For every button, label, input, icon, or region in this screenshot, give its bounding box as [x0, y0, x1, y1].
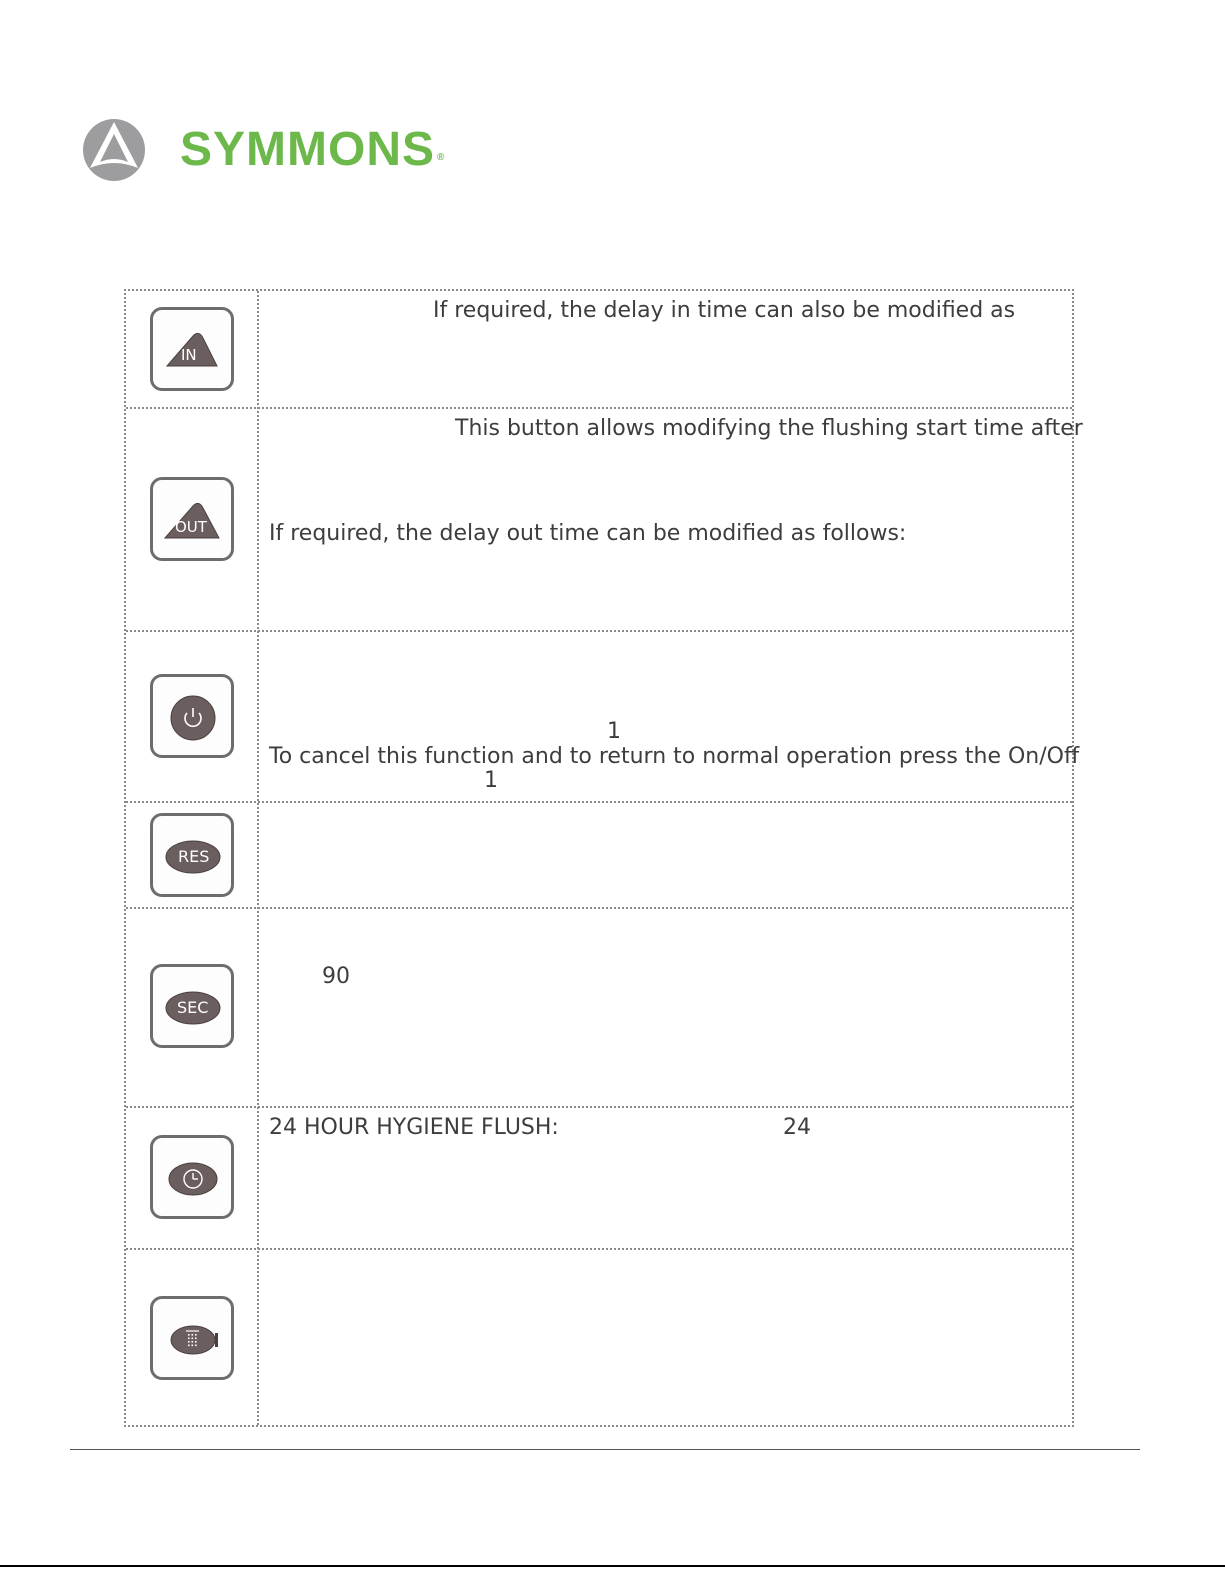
out-button-label: OUT: [175, 518, 207, 536]
clock-button[interactable]: [150, 1135, 234, 1219]
table-row-keypad: [126, 1248, 1072, 1425]
table-row-out: [126, 407, 1083, 630]
in-button[interactable]: [150, 307, 234, 391]
footer-divider: [70, 1449, 1140, 1450]
brand-name: SYMMONS: [180, 123, 436, 176]
table-row-res: [126, 801, 1072, 907]
power-button[interactable]: [150, 674, 234, 758]
row-out-text-2: If required, the delay out time can be modified as follows:: [269, 521, 907, 546]
row-clock-text-1: 24 HOUR HYGIENE FLUSH:: [269, 1115, 559, 1140]
button-reference-table: [124, 289, 1083, 1427]
keypad-button[interactable]: [150, 1296, 234, 1380]
row-sec-text-1: 90: [322, 964, 350, 989]
keypad-button-icon: [153, 1299, 231, 1377]
table-row-power: [126, 630, 1080, 801]
power-button-icon: [153, 677, 231, 755]
res-button-label: RES: [178, 847, 210, 866]
table-row-clock: [126, 1106, 1072, 1248]
symmons-logo-icon: [82, 118, 146, 182]
brand-wordmark: [180, 122, 445, 178]
row-power-text-3: 1: [484, 768, 498, 793]
sec-button[interactable]: [150, 964, 234, 1048]
page-bottom-border: [0, 1565, 1225, 1567]
registered-mark: ®: [437, 152, 446, 163]
row-in-text-1: If required, the delay in time can also be modified as: [433, 298, 1016, 323]
out-button[interactable]: [150, 477, 234, 561]
row-power-text-2: To cancel this function and to return to normal operation press the On/Off: [269, 744, 1080, 769]
res-button[interactable]: [150, 813, 234, 897]
row-power-text-1: 1: [607, 719, 621, 744]
sec-button-label: SEC: [177, 998, 209, 1017]
table-row-in: [126, 291, 1072, 407]
row-out-text-1: This button allows modifying the flushing start time after: [455, 416, 1083, 441]
in-button-label: IN: [181, 346, 197, 364]
table-row-sec: [126, 907, 1072, 1106]
row-clock-text-2: 24: [783, 1115, 811, 1140]
clock-button-icon: [153, 1138, 231, 1216]
